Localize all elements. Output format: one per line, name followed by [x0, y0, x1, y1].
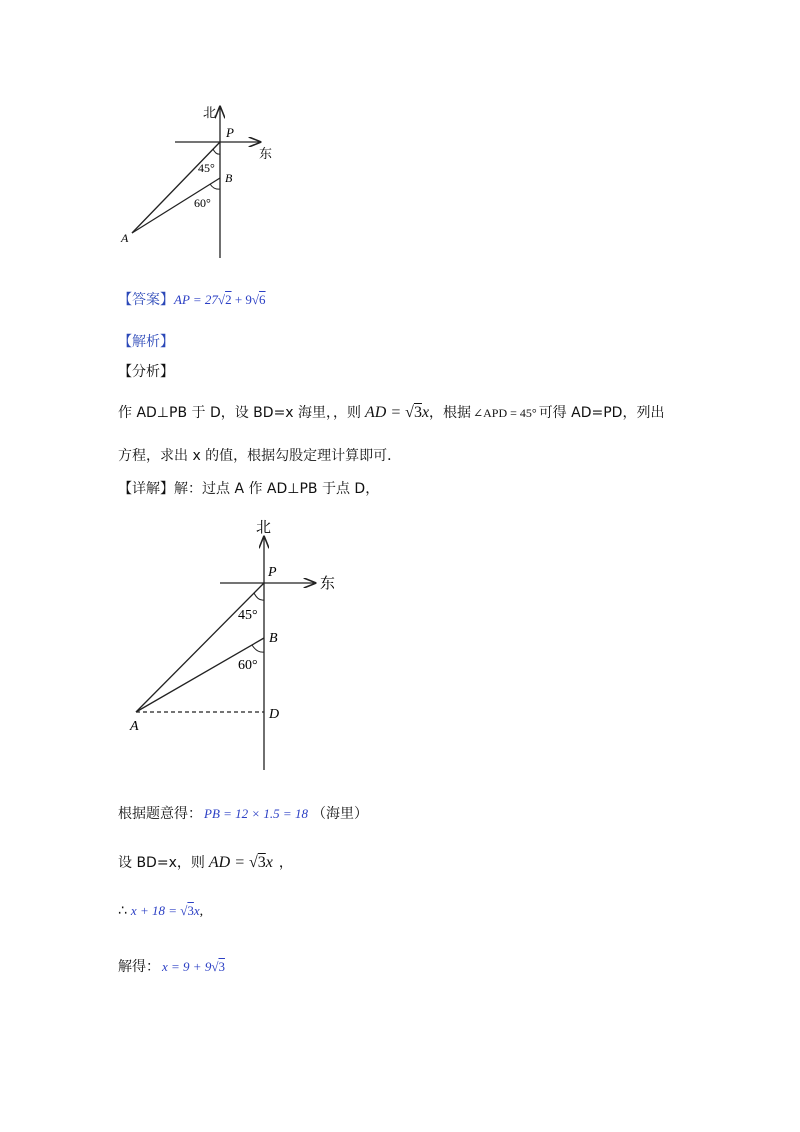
label-angle-60: 60° [238, 658, 258, 673]
label-d: D [269, 707, 280, 722]
angle-arc-60 [252, 645, 264, 652]
angle-arc-45 [254, 593, 264, 600]
figure-1-diagram [110, 95, 290, 265]
label-angle-45: 45° [238, 608, 258, 623]
label-north: 北 [256, 520, 272, 536]
label-a: A [121, 231, 129, 245]
detail-tag: 【详解】 [118, 481, 174, 497]
label-p: P [226, 125, 234, 140]
step-3-line: ∴ x + 18 = √3x, [118, 903, 204, 919]
label-p: P [268, 565, 277, 580]
label-east: 东 [259, 146, 273, 161]
label-b: B [225, 171, 233, 185]
label-angle-45: 45° [198, 161, 215, 175]
label-a: A [130, 719, 139, 734]
label-angle-60: 60° [194, 196, 211, 210]
label-b: B [269, 631, 278, 646]
answer-expression: AP = 27√2 + 9√6 [174, 292, 266, 307]
fenxi-tag: 【分析】 [118, 364, 174, 380]
label-east: 东 [320, 576, 336, 592]
answer-tag: 【答案】 [118, 292, 174, 308]
fenxi-line-2: 方程，求出 x 的值，根据勾股定理计算即可． [118, 448, 402, 464]
analysis-tag: 【解析】 [118, 334, 174, 350]
step-2-line: 设 BD=x，则 AD = √3x ， [118, 854, 293, 871]
detail-text: 解：过点 A 作 AD⊥PB 于点 D， [174, 481, 380, 497]
step-1-line: 根据题意得： PB = 12 × 1.5 = 18 （海里） [118, 806, 368, 822]
angle-arc-45 [213, 149, 220, 154]
line-ba [136, 638, 264, 712]
figure-2-diagram [120, 512, 360, 777]
line-pa [132, 142, 220, 233]
detail-line [118, 478, 379, 498]
fenxi-line-1: 作 AD⊥PB 于 D，设 BD=x 海里，，则 AD = √3x，根据 ∠APD = 45° 可得 AD=PD，列出 [118, 404, 665, 421]
answer-line [118, 289, 266, 309]
step-4-line: 解得： x = 9 + 9√3 [118, 959, 225, 975]
label-north: 北 [203, 105, 217, 120]
angle-arc-60 [210, 184, 220, 189]
line-pa [136, 583, 264, 712]
